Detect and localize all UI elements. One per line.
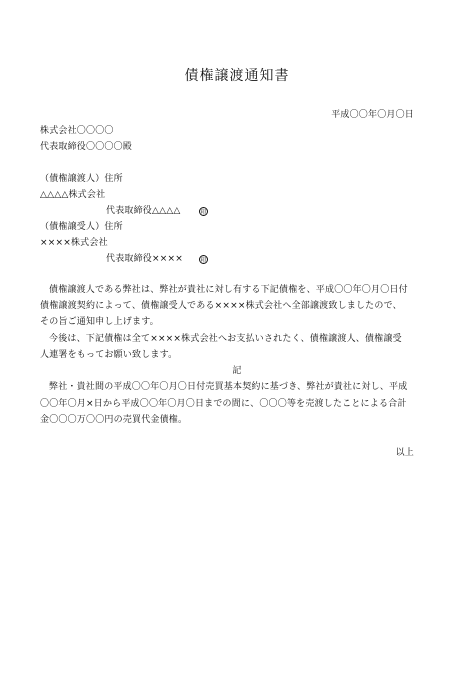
- assignee-representative: 代表取締役××××: [106, 254, 183, 264]
- ki-heading: 記: [232, 366, 242, 376]
- assignor-label: （債権譲渡人）住所: [40, 174, 123, 184]
- assignee-label: （債権譲受人）住所: [40, 222, 123, 232]
- document-title: 債権譲渡通知書: [184, 68, 290, 84]
- document-date: 平成〇〇年〇月〇日: [331, 110, 414, 120]
- detail-line-3: 金〇〇〇万〇〇円の売買代金債権。: [40, 415, 188, 425]
- detail-line-1: 弊社・貴社間の平成〇〇年〇月〇日付売買基本契約に基づき、弊社が貴社に対し、平成: [49, 382, 408, 392]
- detail-line-2: 〇〇年〇月×日から平成〇〇年〇月〇日までの間に、〇〇〇等を売渡したことによる合計: [40, 399, 407, 409]
- body-paragraph-1-line-2: 債権譲渡契約によって、債権譲受人である××××株式会社へ全部譲渡致しましたので、: [40, 301, 402, 311]
- assignor-company: △△△△株式会社: [40, 190, 106, 200]
- body-paragraph-1-line-3: その旨ご通知申し上げます。: [40, 317, 159, 327]
- recipient-company: 株式会社〇〇〇〇: [40, 126, 114, 136]
- assignee-seal-icon: 印: [200, 257, 207, 264]
- assignor-representative: 代表取締役△△△△: [106, 206, 181, 216]
- assignor-seal-icon: 印: [200, 209, 207, 216]
- body-paragraph-2-line-2: 人連署をもってお願い致します。: [40, 350, 178, 360]
- closing-text: 以上: [395, 448, 414, 458]
- body-paragraph-2-line-1: 今後は、下記債権は全て××××株式会社へお支払いされたく、債権譲渡人、債権譲受: [49, 334, 402, 344]
- recipient-representative: 代表取締役〇〇〇〇殿: [40, 142, 133, 152]
- assignee-company: ××××株式会社: [40, 238, 108, 248]
- body-paragraph-1-line-1: 債権譲渡人である弊社は、弊社が貴社に対し有する下記債権を、平成〇〇年〇月〇日付: [49, 285, 408, 295]
